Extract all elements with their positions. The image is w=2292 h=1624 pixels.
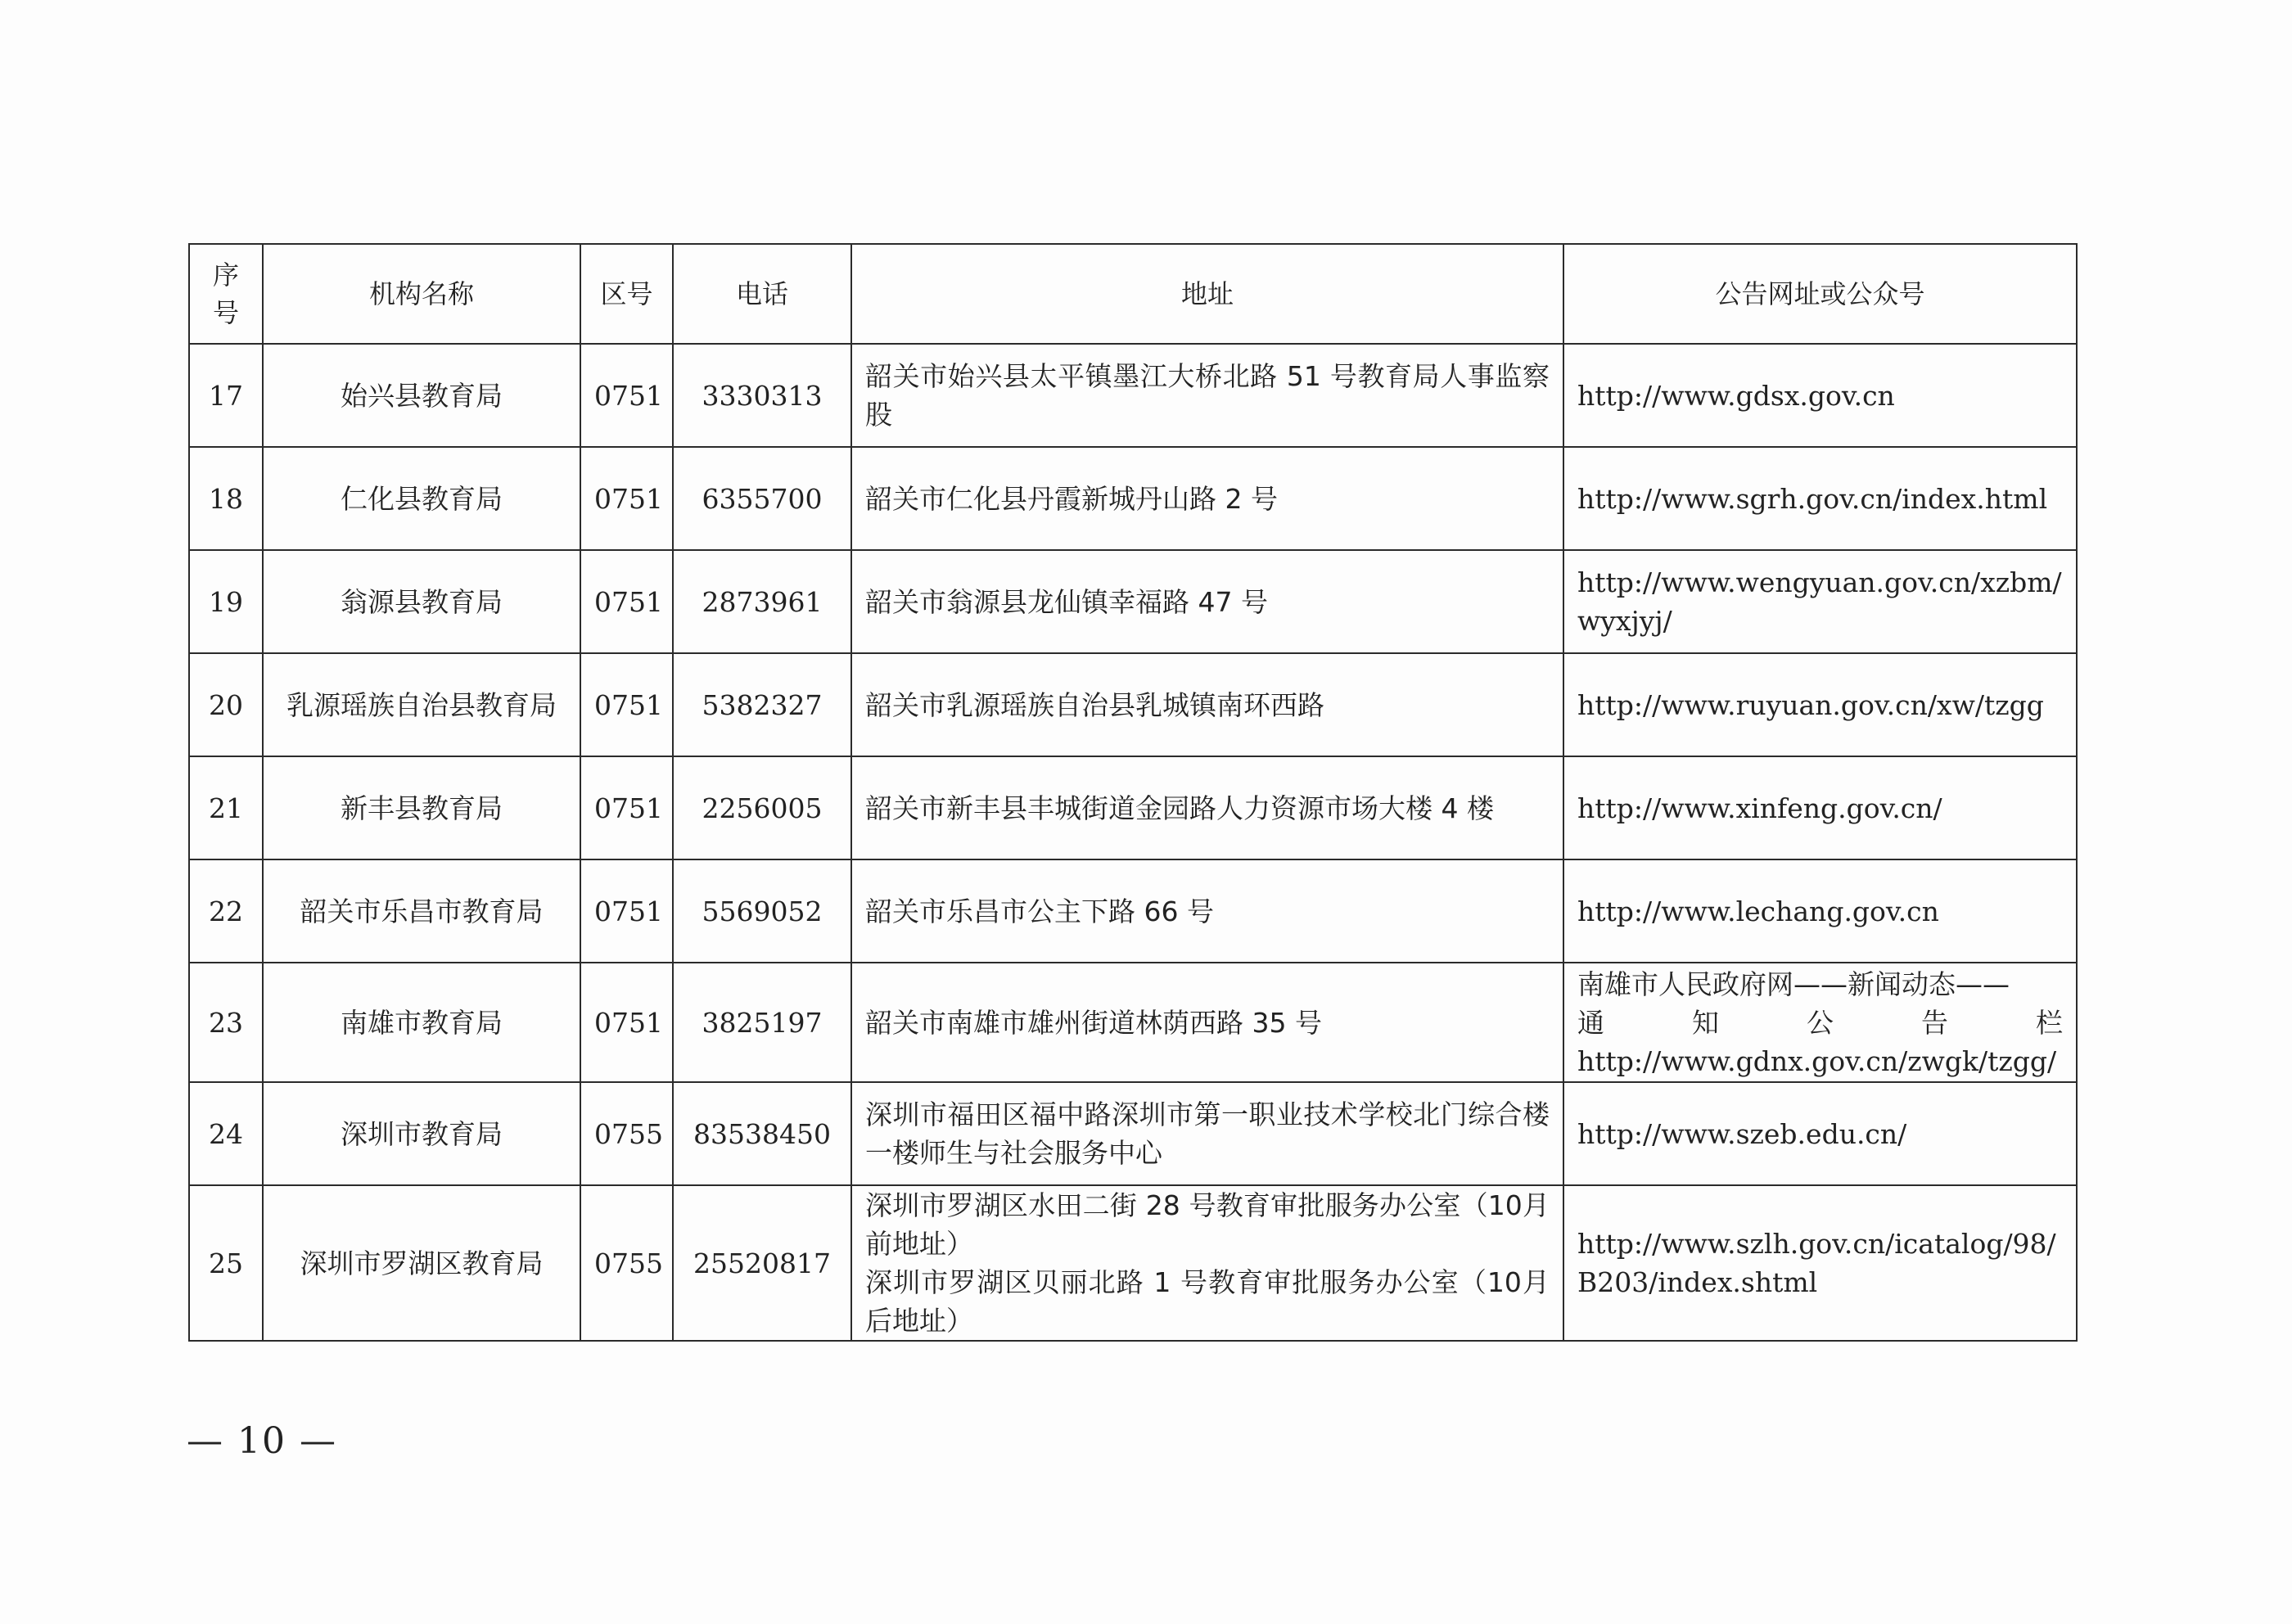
header-name: 机构名称 — [263, 244, 580, 344]
address-line: 深圳市福田区福中路深圳市第一职业技术学校北门综合楼一楼师生与社会服务中心 — [865, 1098, 1550, 1169]
cell-name: 翁源县教育局 — [263, 550, 580, 653]
table-row — [189, 963, 2077, 1082]
cell-seq: 19 — [189, 550, 263, 653]
cell-phone: 25520817 — [673, 1185, 851, 1341]
cell-seq: 24 — [189, 1082, 263, 1185]
cell-url: http://www.szeb.edu.cn/ — [1563, 1082, 2077, 1185]
table-row — [189, 653, 2077, 756]
cell-address — [851, 344, 1563, 447]
header-address: 地址 — [851, 244, 1563, 344]
address-line: 韶关市乳源瑶族自治县乳城镇南环西路 — [865, 688, 1324, 721]
cell-seq: 25 — [189, 1185, 263, 1341]
cell-address — [851, 1185, 1563, 1341]
cell-seq: 20 — [189, 653, 263, 756]
cell-seq: 23 — [189, 963, 263, 1082]
url-note-line-1: 南雄市人民政府网——新闻动态—— — [1577, 968, 2010, 1000]
cell-address — [851, 1082, 1563, 1185]
header-seq — [189, 244, 263, 344]
cell-area: 0751 — [580, 447, 673, 550]
table-row — [189, 1185, 2077, 1341]
table-row — [189, 344, 2077, 447]
cell-phone: 3330313 — [673, 344, 851, 447]
cell-name: 始兴县教育局 — [263, 344, 580, 447]
cell-area: 0751 — [580, 550, 673, 653]
header-phone: 电话 — [673, 244, 851, 344]
cell-address — [851, 447, 1563, 550]
cell-seq: 22 — [189, 859, 263, 963]
cell-phone: 2873961 — [673, 550, 851, 653]
cell-address — [851, 859, 1563, 963]
cell-url: http://www.gdsx.gov.cn — [1563, 344, 2077, 447]
header-area: 区号 — [580, 244, 673, 344]
table-row — [189, 859, 2077, 963]
cell-name: 南雄市教育局 — [263, 963, 580, 1082]
header-row — [189, 244, 2077, 344]
cell-name: 乳源瑶族自治县教育局 — [263, 653, 580, 756]
cell-url: http://www.lechang.gov.cn — [1563, 859, 2077, 963]
cell-area: 0751 — [580, 344, 673, 447]
cell-seq: 18 — [189, 447, 263, 550]
cell-phone: 5382327 — [673, 653, 851, 756]
url-link: http://www.gdnx.gov.cn/zwgk/tzgg/ — [1577, 1044, 2057, 1077]
cell-phone: 3825197 — [673, 963, 851, 1082]
cell-url: http://www.wengyuan.gov.cn/xzbm/wyxjyj/ — [1563, 550, 2077, 653]
cell-phone: 5569052 — [673, 859, 851, 963]
cell-address — [851, 756, 1563, 859]
cell-url — [1563, 963, 2077, 1082]
cell-address — [851, 550, 1563, 653]
cell-name: 新丰县教育局 — [263, 756, 580, 859]
header-url: 公告网址或公众号 — [1563, 244, 2077, 344]
cell-area: 0751 — [580, 756, 673, 859]
cell-phone: 6355700 — [673, 447, 851, 550]
cell-address — [851, 963, 1563, 1082]
address-line: 深圳市罗湖区贝丽北路 1 号教育审批服务办公室（10月后地址） — [865, 1266, 1550, 1337]
cell-name: 深圳市教育局 — [263, 1082, 580, 1185]
page-number: — 10 — — [187, 1420, 337, 1462]
cell-phone: 83538450 — [673, 1082, 851, 1185]
address-line: 韶关市新丰县丰城街道金园路人力资源市场大楼 4 楼 — [865, 792, 1494, 824]
cell-area: 0751 — [580, 653, 673, 756]
header-seq-line-1: 序 — [212, 259, 239, 291]
cell-address — [851, 653, 1563, 756]
table-row — [189, 756, 2077, 859]
address-line: 深圳市罗湖区水田二街 28 号教育审批服务办公室（10月前地址） — [865, 1189, 1550, 1260]
cell-name: 韶关市乐昌市教育局 — [263, 859, 580, 963]
cell-phone: 2256005 — [673, 756, 851, 859]
address-line: 韶关市南雄市雄州街道林荫西路 35 号 — [865, 1006, 1322, 1039]
url-note-line-2: 通知公告栏 — [1577, 1006, 2063, 1039]
cell-area: 0755 — [580, 1185, 673, 1341]
cell-area: 0755 — [580, 1082, 673, 1185]
table-row — [189, 550, 2077, 653]
cell-seq: 21 — [189, 756, 263, 859]
cell-name: 深圳市罗湖区教育局 — [263, 1185, 580, 1341]
cell-name: 仁化县教育局 — [263, 447, 580, 550]
cell-url: http://www.szlh.gov.cn/icatalog/98/B203/index.shtml — [1563, 1185, 2077, 1341]
table-row — [189, 1082, 2077, 1185]
header-seq-line-2: 号 — [212, 297, 239, 328]
cell-area: 0751 — [580, 963, 673, 1082]
cell-url: http://www.xinfeng.gov.cn/ — [1563, 756, 2077, 859]
address-line: 韶关市仁化县丹霞新城丹山路 2 号 — [865, 482, 1278, 515]
table-row — [189, 447, 2077, 550]
address-line: 韶关市乐昌市公主下路 66 号 — [865, 895, 1214, 927]
address-line: 韶关市翁源县龙仙镇幸福路 47 号 — [865, 585, 1268, 618]
cell-seq: 17 — [189, 344, 263, 447]
address-line: 韶关市始兴县太平镇墨江大桥北路 51 号教育局人事监察股 — [865, 360, 1550, 431]
cell-url: http://www.ruyuan.gov.cn/xw/tzgg — [1563, 653, 2077, 756]
cell-url: http://www.sgrh.gov.cn/index.html — [1563, 447, 2077, 550]
cell-area: 0751 — [580, 859, 673, 963]
institution-table — [188, 243, 2078, 1342]
